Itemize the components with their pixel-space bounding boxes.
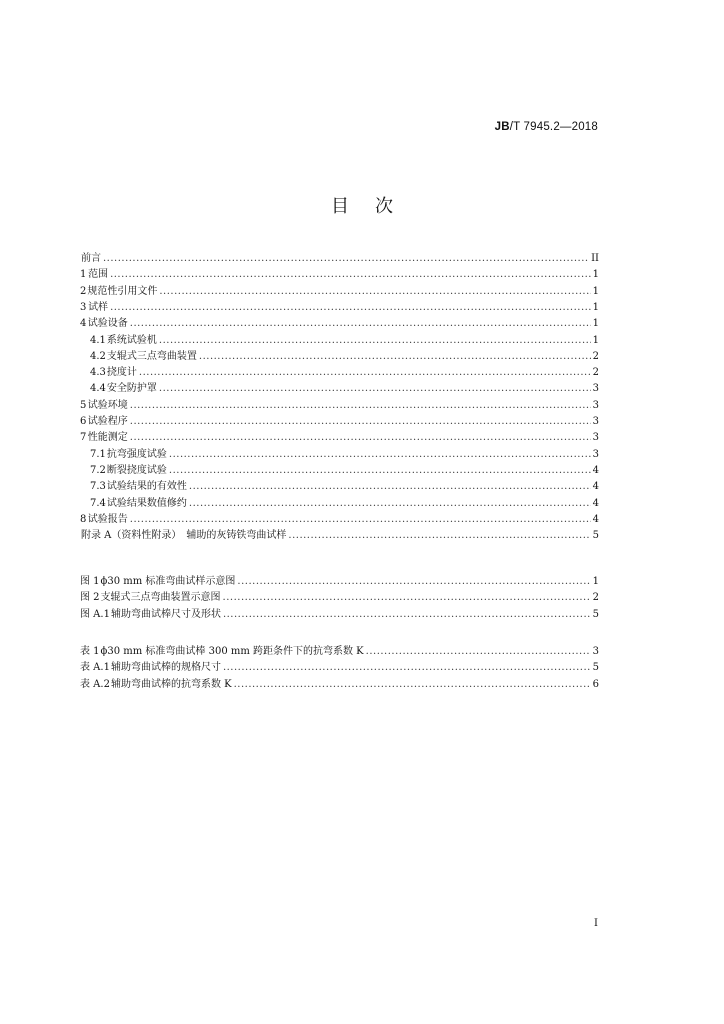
toc-entry-title: 试验程序: [87, 416, 128, 427]
standard-code: [495, 121, 598, 133]
toc-entry-title: 试验报告: [87, 513, 128, 525]
table-entry-page: 5: [592, 662, 599, 674]
toc-entry[interactable]: [80, 266, 599, 281]
figure-entry-number: 图 2: [80, 592, 100, 604]
toc-entry[interactable]: [80, 299, 599, 314]
toc-entry-leader-dots: [130, 318, 591, 330]
table-entry-title: 辅助弯曲试棒的抗弯系数 K: [110, 678, 232, 690]
toc-entry-page: 1: [592, 318, 599, 330]
toc-entry-number: 1: [80, 269, 87, 281]
table-entry-number: 表 1: [80, 646, 100, 657]
toc-entry[interactable]: [80, 413, 599, 428]
toc-entry-leader-dots: [110, 302, 591, 314]
toc-entry-leader-dots: [199, 351, 591, 363]
figure-entry[interactable]: [80, 573, 599, 588]
toc-entry-leader-dots: [159, 335, 591, 347]
toc-entry-page: 3: [592, 448, 599, 460]
toc-entry-number: 5: [80, 399, 87, 411]
table-entry-leader-dots: [234, 679, 591, 691]
toc-entry-title: 试样: [88, 301, 109, 313]
toc-entry-number: 7.3: [90, 481, 106, 493]
toc-entry-number: 2: [80, 285, 87, 297]
page-number: I: [594, 918, 598, 929]
toc-entry-page: 1: [592, 334, 599, 346]
table-entry-number: 表 A.2: [80, 678, 110, 690]
toc-entry-number: 3: [80, 301, 87, 313]
toc-entry[interactable]: [90, 462, 599, 477]
toc-entry[interactable]: [90, 332, 599, 347]
toc-entry-page: 4: [592, 513, 599, 525]
standard-code-number: /T 7945.2—2018: [509, 121, 598, 133]
toc-entry[interactable]: [80, 283, 599, 298]
toc-entry[interactable]: [80, 527, 599, 542]
toc-entry-number: 4: [80, 318, 87, 330]
figure-entry-leader-dots: [223, 609, 591, 621]
toc-entry-page: 4: [592, 497, 599, 509]
toc-entry-leader-dots: [189, 498, 591, 510]
toc-entry-title: 试验结果数值修约: [106, 497, 187, 509]
toc-entry-page: 1: [592, 269, 599, 281]
table-entry-title: ϕ30 mm 标准弯曲试棒 300 mm 跨距条件下的抗弯系数 K: [100, 646, 364, 657]
toc-entry-page: 5: [592, 530, 599, 542]
figure-entry[interactable]: [80, 589, 599, 604]
toc-entry-number: 6: [80, 416, 87, 427]
toc-entry-page: 3: [592, 399, 599, 411]
toc-entry-title: 系统试验机: [106, 334, 157, 346]
toc-entry-title: 试验结果的有效性: [106, 481, 187, 493]
toc-entry[interactable]: [80, 511, 599, 526]
toc-entry-page: II: [591, 253, 599, 264]
toc-entry-title: 抗弯强度试验: [106, 448, 167, 460]
toc-entry-page: 2: [592, 350, 599, 362]
toc-entry-title: 规范性引用文件: [87, 285, 158, 297]
toc-entry[interactable]: [90, 380, 599, 395]
figure-entry-title: ϕ30 mm 标准弯曲试样示意图: [100, 576, 236, 587]
toc-entry-number: 4.4: [90, 383, 106, 395]
table-entry[interactable]: [80, 643, 599, 658]
standard-code-prefix: JB: [494, 121, 510, 133]
toc-entry[interactable]: [90, 364, 599, 379]
toc-entry-leader-dots: [110, 269, 591, 281]
toc-entry-number: 4.2: [90, 350, 106, 362]
table-entry-title: 辅助弯曲试棒的规格尺寸: [110, 662, 221, 674]
toc-entry-page: 4: [592, 481, 599, 493]
toc-entry-title: 试验设备: [87, 318, 128, 330]
figure-entry-page: 5: [592, 608, 599, 620]
toc-entry[interactable]: [80, 250, 599, 265]
toc-entry-number: 4.1: [90, 334, 106, 346]
toc-entry[interactable]: [90, 478, 599, 493]
figure-entry-title: 辅助弯曲试棒尺寸及形状: [110, 608, 221, 620]
toc-entry-page: 1: [592, 285, 599, 297]
toc-entry-title: 断裂挠度试验: [106, 464, 167, 476]
toc-entry-leader-dots: [139, 367, 591, 379]
toc-entry-title: 挠度计: [106, 367, 137, 379]
toc-entry-leader-dots: [169, 465, 591, 477]
table-entry-leader-dots: [366, 646, 591, 658]
toc-entry-leader-dots: [159, 383, 591, 395]
toc-entry[interactable]: [80, 429, 599, 444]
table-entry[interactable]: [80, 659, 599, 674]
toc-entry-leader-dots: [130, 416, 591, 428]
toc-entry-title: 试验环境: [87, 399, 128, 411]
toc-entry-title: 性能测定: [87, 432, 128, 444]
figure-entry[interactable]: [80, 606, 599, 621]
toc-entry-number: 7: [80, 432, 87, 444]
toc-entry-page: 3: [592, 383, 599, 395]
table-entry-page: 6: [592, 678, 599, 690]
page-title: 目次: [331, 196, 419, 217]
figure-entry-number: 图 1: [80, 576, 100, 587]
figure-entry-page: 1: [592, 576, 599, 587]
toc-entry[interactable]: [80, 315, 599, 330]
figure-entry-page: 2: [592, 592, 599, 604]
toc-entry-page: 3: [592, 432, 599, 444]
toc-entry-leader-dots: [288, 530, 590, 542]
toc-entry-leader-dots: [130, 514, 591, 526]
table-entry-number: 表 A.1: [80, 662, 110, 674]
toc-entry-number: 7.2: [90, 464, 106, 476]
toc-entry-number: 7.1: [90, 448, 106, 460]
figure-entry-leader-dots: [237, 576, 590, 588]
toc-entry-title: 附录 A（资料性附录） 辅助的灰铸铁弯曲试样: [81, 530, 287, 542]
toc-entry-page: 2: [592, 367, 599, 379]
toc-entry-number: 4.3: [90, 367, 106, 379]
toc-entry-title: 支辊式三点弯曲装置: [106, 350, 197, 362]
toc-entry-title: 安全防护罩: [106, 383, 157, 395]
toc-entry-leader-dots: [103, 253, 589, 265]
toc-entry[interactable]: [90, 495, 599, 510]
toc-entry-leader-dots: [130, 400, 591, 412]
figure-entry-number: 图 A.1: [80, 608, 110, 620]
table-entry-page: 3: [592, 646, 599, 657]
toc-entry-number: 8: [80, 513, 87, 525]
toc-entry[interactable]: [90, 348, 599, 363]
figure-entry-title: 支辊式三点弯曲装置示意图: [100, 592, 221, 604]
toc-entry-page: 3: [592, 416, 599, 427]
toc-entry-title: 范围: [88, 269, 109, 281]
figure-entry-leader-dots: [223, 592, 591, 604]
toc-entry-page: 1: [592, 301, 599, 313]
table-entry-leader-dots: [223, 662, 591, 674]
toc-entry-page: 4: [592, 464, 599, 476]
toc-entry-number: 7.4: [90, 497, 106, 509]
toc-entry-leader-dots: [130, 432, 591, 444]
table-entry[interactable]: [80, 676, 599, 691]
toc-entry[interactable]: [90, 446, 599, 461]
toc-entry-leader-dots: [189, 481, 591, 493]
toc-entry-leader-dots: [159, 286, 590, 298]
toc-entry-leader-dots: [169, 449, 591, 461]
toc-entry-title: 前言: [81, 253, 101, 264]
toc-entry[interactable]: [80, 397, 599, 412]
